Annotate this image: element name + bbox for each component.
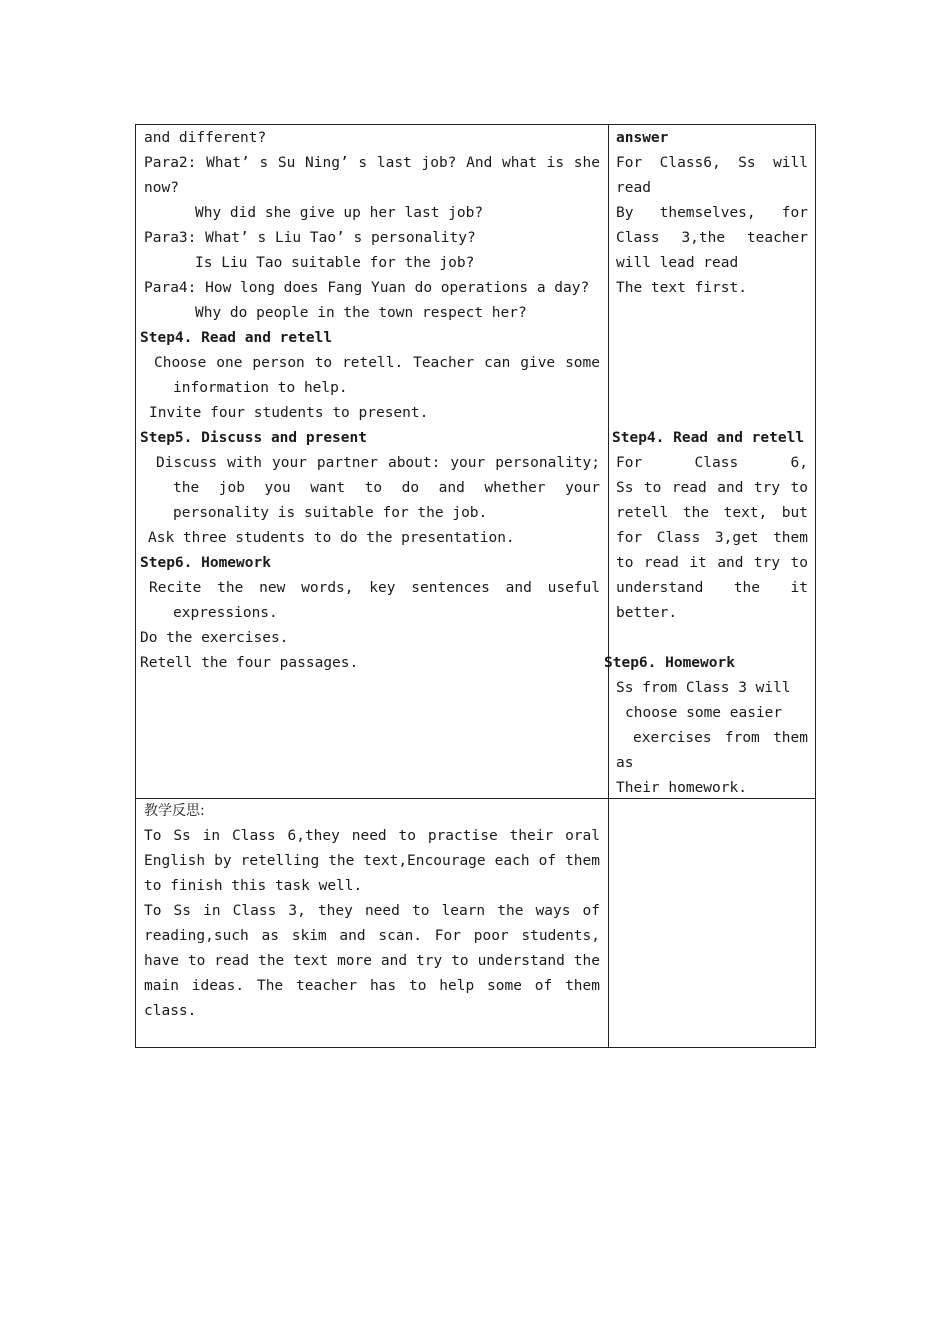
text-line: To Ss in Class 3, they need to learn the ways of xyxy=(144,903,600,919)
step-heading: Step4. Read and retell xyxy=(140,330,333,346)
text-line: the job you want to do and whether your xyxy=(173,480,600,496)
text-line: as xyxy=(616,755,634,771)
lesson-plan-table xyxy=(135,124,816,1048)
text-line: now? xyxy=(144,180,179,196)
text-line: exercises from them xyxy=(633,730,808,746)
empty-cell xyxy=(612,799,808,1047)
text-line: Their homework. xyxy=(616,780,747,796)
text-line: to read it and try to xyxy=(616,555,808,571)
text-line: For Class 6, xyxy=(616,455,808,471)
text-line: Class 3,the teacher xyxy=(616,230,808,246)
text-line: for Class 3,get them xyxy=(616,530,808,546)
text-line: English by retelling the text,Encourage each of them xyxy=(144,853,600,869)
text-line: retell the text, but xyxy=(616,505,808,521)
text-line: personality is suitable for the job. xyxy=(173,505,488,521)
text-line xyxy=(612,301,808,326)
text-line: Is Liu Tao suitable for the job? xyxy=(195,255,475,271)
text-line: expressions. xyxy=(173,605,278,621)
text-line: Para3: What’ s Liu Tao’ s personality? xyxy=(144,230,476,246)
text-line: Why do people in the town respect her? xyxy=(195,305,527,321)
step-heading: Step5. Discuss and present xyxy=(140,430,367,446)
step-heading: answer xyxy=(616,130,669,146)
text-line: Choose one person to retell. Teacher can give some xyxy=(154,355,600,371)
procedure-cell xyxy=(140,126,600,676)
text-line: For Class6, Ss will xyxy=(616,155,808,171)
text-line: choose some easier xyxy=(625,705,783,721)
text-line: and different? xyxy=(144,130,267,146)
text-line: Para4: How long does Fang Yuan do operations a day? xyxy=(144,280,590,296)
text-line: information to help. xyxy=(173,380,348,396)
text-line xyxy=(612,376,808,401)
text-line: By themselves, for xyxy=(616,205,808,221)
text-line: Do the exercises. xyxy=(140,630,289,646)
step-heading: Step4. Read and retell xyxy=(612,430,805,446)
text-line xyxy=(612,326,808,351)
text-line: To Ss in Class 6,they need to practise their oral xyxy=(144,828,600,844)
text-line xyxy=(612,351,808,376)
text-line: to finish this task well. xyxy=(144,878,363,894)
text-line xyxy=(612,401,808,426)
text-line: class. xyxy=(144,1003,197,1019)
text-line: reading,such as skim and scan. For poor students, xyxy=(144,928,600,944)
text-line: understand the it xyxy=(616,580,808,596)
step-heading: Step6. Homework xyxy=(140,555,271,571)
text-line: have to read the text more and try to understand the xyxy=(144,953,600,969)
text-line: Invite four students to present. xyxy=(149,405,429,421)
text-line: Ask three students to do the presentation. xyxy=(148,530,515,546)
text-line xyxy=(612,626,808,651)
text-line: Para2: What’ s Su Ning’ s last job? And what is she xyxy=(144,155,600,171)
text-line: Ss to read and try to xyxy=(616,480,808,496)
text-line: Why did she give up her last job? xyxy=(195,205,484,221)
text-line: will lead read xyxy=(616,255,739,271)
text-line: read xyxy=(616,180,651,196)
text-line: Retell the four passages. xyxy=(140,655,359,671)
text-line: Recite the new words, key sentences and useful xyxy=(149,580,600,596)
text-line: better. xyxy=(616,605,678,621)
column-divider xyxy=(608,125,609,1047)
notes-cell xyxy=(604,126,808,801)
text-line: main ideas. The teacher has to help some of them xyxy=(144,978,600,994)
text-line: Ss from Class 3 will xyxy=(616,680,791,696)
text-line: The text first. xyxy=(616,280,747,296)
step-heading: Step6. Homework xyxy=(604,655,735,671)
reflection-cell xyxy=(140,799,600,1024)
text-line: Discuss with your partner about: your personality; xyxy=(156,455,600,471)
text-line: 教学反思: xyxy=(144,803,205,819)
